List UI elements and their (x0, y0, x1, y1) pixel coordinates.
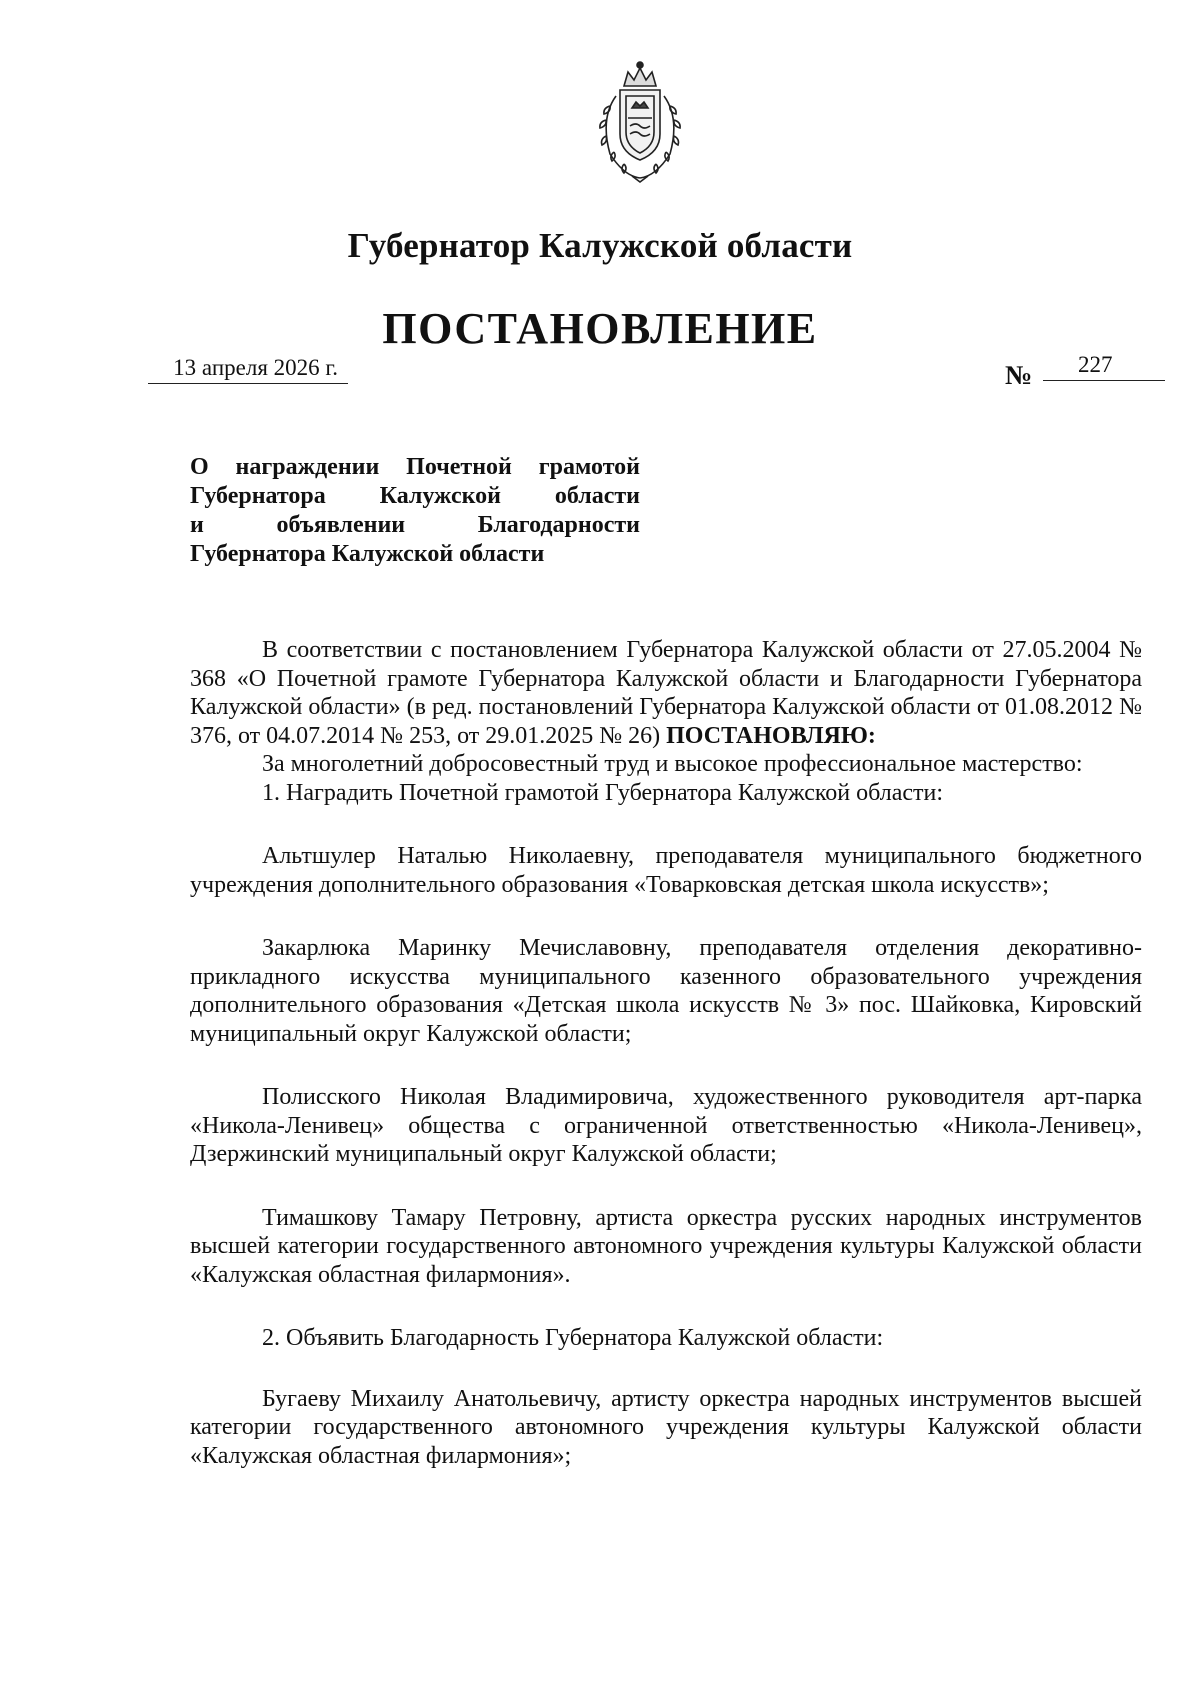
awardee-paragraph: Альтшулер Наталью Николаевну, преподавателя муниципального бюджетного учреждения дополнительного образования «Товарковская детская школа искусств»; (190, 843, 1142, 898)
preamble-text: В соответствии с постановлением Губернатора Калужской области от 27.05.2004 № 368 «О Почетной грамоте Губернатора Калужской области и Благодарности Губернатора Калужской области» (в ред. постановлений Губернатора Калужской области от 01.08.2012 № 376, от 04.07.2014 № 253, от 29.01.2025 № 26) (190, 637, 1142, 749)
coat-of-arms-icon (586, 56, 694, 188)
document-type-title: ПОСТАНОВЛЕНИЕ (382, 304, 818, 353)
gratitude-paragraph: Бугаеву Михаилу Анатольевичу, артисту оркестра народных инструментов высшей категории государственного автономного учреждения культуры Калужской области «Калужская областная филармония»; (190, 1385, 1142, 1469)
document-date: 13 апреля 2026 г. (148, 355, 348, 384)
subject-line: Губернатора Калужской области (190, 483, 640, 509)
document-number: 227 (1043, 352, 1165, 381)
resolve-keyword: ПОСТАНОВЛЯЮ: (666, 722, 876, 749)
document-subject (190, 453, 640, 569)
document-body (190, 636, 1142, 1470)
awardee-paragraph: Тимашкову Тамару Петровну, артиста оркестра русских народных инструментов высшей категории государственного автономного учреждения культуры Калужской области «Калужская областная филармония». (190, 1204, 1142, 1288)
number-label: № (1005, 360, 1033, 390)
subject-line: и объявлении Благодарности (190, 512, 640, 538)
subject-line: Губернатора Калужской области (190, 541, 545, 567)
item-2-heading: 2. Объявить Благодарность Губернатора Калужской области: (262, 1325, 884, 1351)
item-1-heading: 1. Наградить Почетной грамотой Губернатора Калужской области: (262, 779, 944, 806)
subject-line: О награждении Почетной грамотой (190, 454, 640, 480)
awardee-paragraph: Закарлюка Маринку Мечиславовну, преподавателя отделения декоративно-прикладного искусства муниципального казенного образовательного учреждения дополнительного образования «Детская школа искусств № 3» пос. Шайковка, Кировский муниципальный округ Калужской области; (190, 935, 1142, 1047)
preamble-paragraph (190, 636, 1142, 750)
awardee-paragraph: Полисского Николая Владимировича, художественного руководителя арт-парка «Никола-Ленивец» общества с ограниченной ответственностью «Никола-Ленивец», Дзержинский муниципальный округ Калужской области; (190, 1084, 1142, 1167)
issuing-authority: Губернатор Калужской области (347, 226, 853, 265)
reason-paragraph: За многолетний добросовестный труд и высокое профессиональное мастерство: (262, 751, 1083, 777)
